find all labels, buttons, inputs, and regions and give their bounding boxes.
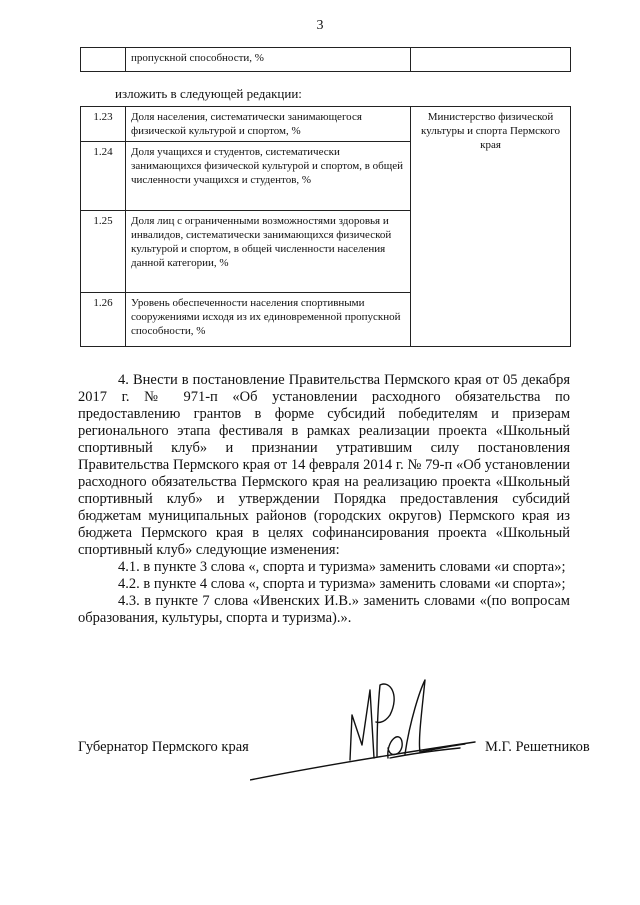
indicators-table: [80, 106, 571, 347]
handwritten-signature: [250, 660, 480, 790]
signatory-name: М.Г. Решетников: [485, 739, 590, 755]
intro-text: изложить в следующей редакции:: [115, 86, 302, 101]
document-body: [78, 372, 570, 627]
row-number-cell: 1.24: [81, 142, 126, 211]
page-number: 3: [316, 18, 324, 33]
indicator-cell: Уровень обеспеченности населения спортивными сооружениями исходя из их единовременной пропускной способности, %: [126, 293, 411, 347]
signatory-position: Губернатор Пермского края: [78, 739, 249, 755]
responsible-cell: [411, 48, 571, 72]
indicator-cell: Доля лиц с ограниченными возможностями здоровья и инвалидов, систематически занимающихся физической культурой и спортом, в общей численности населения данной категории, %: [126, 211, 411, 293]
item-4-3: 4.3. в пункте 7 слова «Ивенских И.В.» заменить словами «(по вопросам образования, культуры, спорта и туризма).».: [78, 593, 570, 626]
item-4-2: 4.2. в пункте 4 слова «, спорта и туризма» заменить словами «и спорта»;: [118, 576, 566, 592]
item-4-1: 4.1. в пункте 3 слова «, спорта и туризма» заменить словами «и спорта»;: [118, 559, 566, 575]
row-number-cell: 1.25: [81, 211, 126, 293]
indicator-cell: Доля населения, систематически занимающегося физической культурой и спортом, %: [126, 107, 411, 142]
paragraph-4: 4. Внести в постановление Правительства Пермского края от 05 декабря 2017 г. № 971-п «Об установлении расходного обязательства по предоставлению грантов в форме субсидий победителям и призерам регионального этапа фестиваля в рамках реализации проекта «Школьный спортивный клуб» и признании утратившим силу постановления Правительства Пермского края от 14 февраля 2014 г. № 79-п «Об установлении расходного обязательства Пермского края на реализацию проекта «Школьный спортивный клуб» и утверждении Порядка предоставления субсидий бюджетам муниципальных районов (городских округов) Пермского края из бюджета Пермского края в целях софинансирования проекта «Школьный спортивный клуб» следующие изменения:: [78, 372, 570, 558]
table-fragment-top: [80, 47, 571, 72]
table-row: [81, 107, 571, 142]
row-number-cell: 1.23: [81, 107, 126, 142]
indicator-cell: пропускной способности, %: [126, 48, 411, 72]
row-number-cell: [81, 48, 126, 72]
indicator-cell: Доля учащихся и студентов, систематически занимающихся физической культурой и спортом, в общей численности учащихся и студентов, %: [126, 142, 411, 211]
table-row: [81, 48, 571, 72]
responsible-cell: Министерство физической культуры и спорта Пермского края: [411, 107, 571, 347]
row-number-cell: 1.26: [81, 293, 126, 347]
